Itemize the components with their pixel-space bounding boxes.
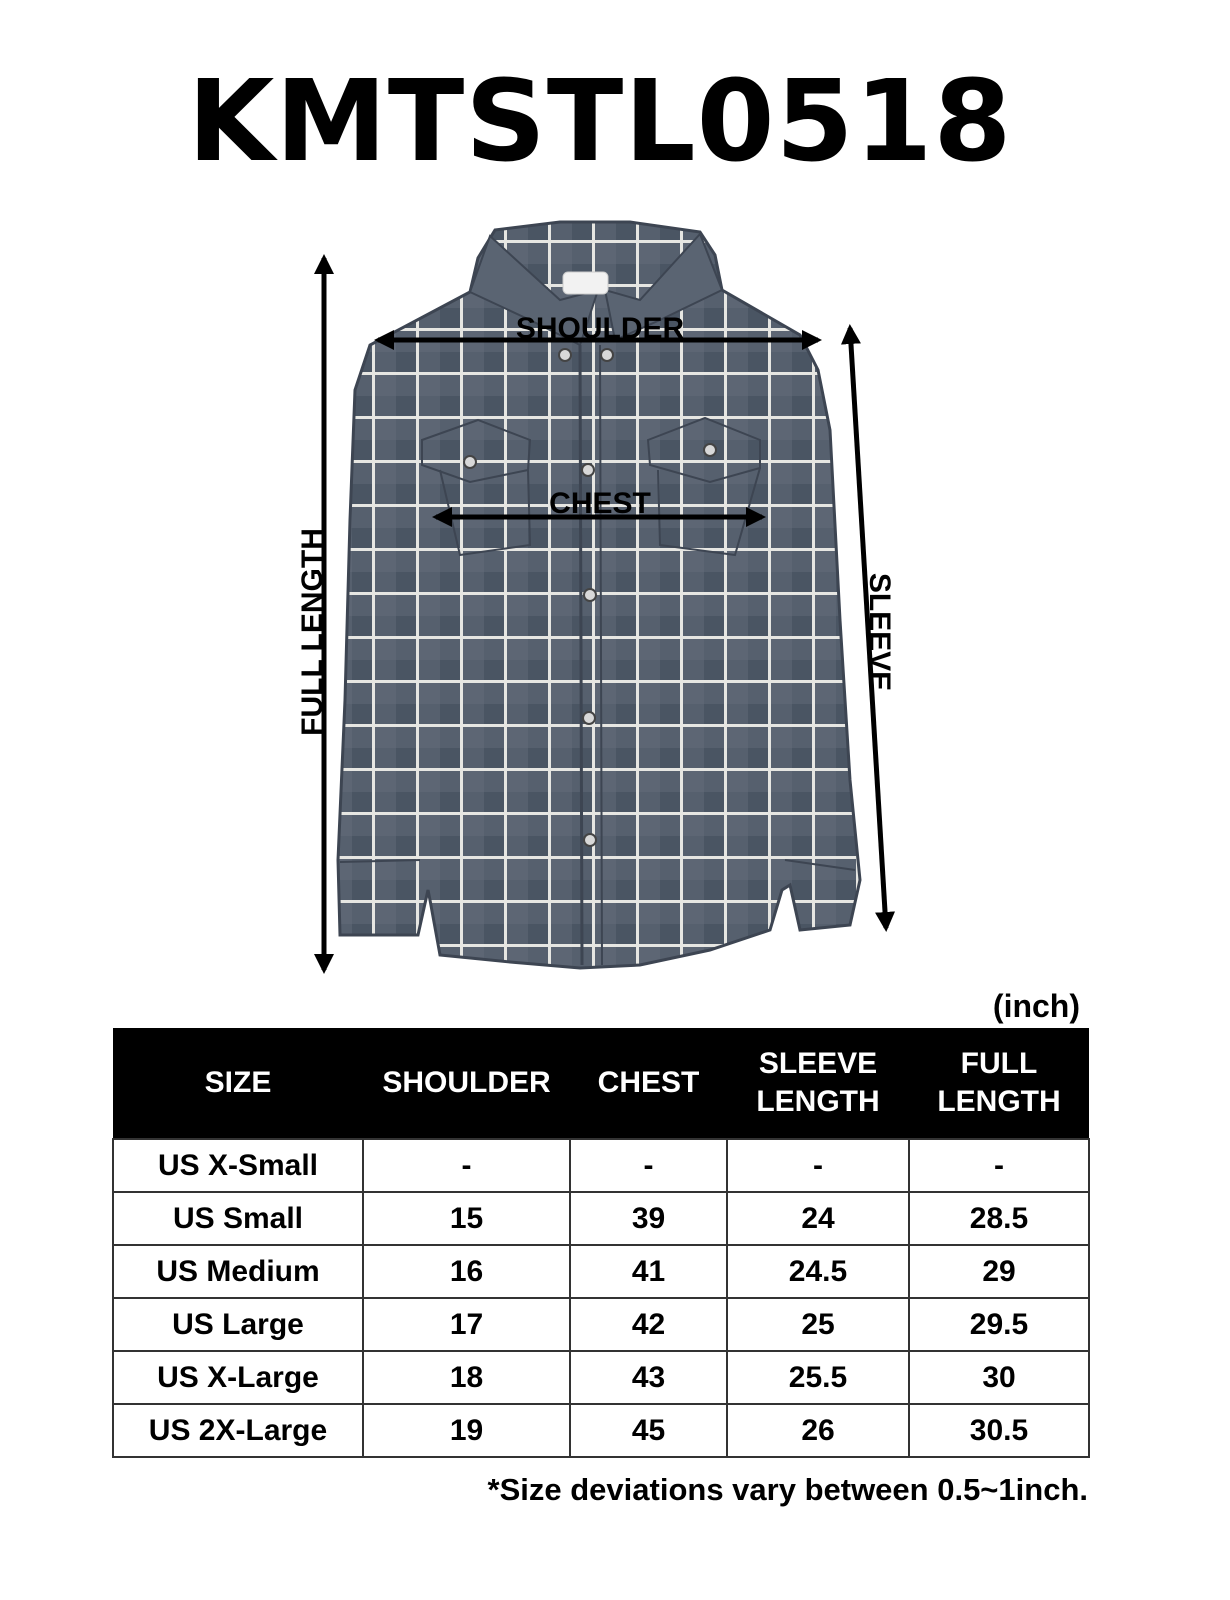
column-header [727,1028,909,1139]
measurement-cell: 29 [909,1245,1089,1298]
unit-label: (inch) [992,988,1080,1024]
full-length-label: FULL LENGTH [296,528,329,736]
size-deviation-note: *Size deviations vary between 0.5~1inch. [487,1472,1088,1507]
table-row [113,1351,1089,1404]
column-header-line: SLEEVE [758,1047,878,1080]
measurement-cell: 45 [570,1404,727,1457]
size-chart-table [112,1028,1090,1458]
measurement-cell: 26 [727,1404,909,1457]
column-header [570,1028,727,1139]
measurement-cell: 16 [363,1245,570,1298]
column-header-line: FULL [960,1047,1038,1080]
measurement-cell: 43 [570,1351,727,1404]
column-header [909,1028,1089,1139]
table-row [113,1298,1089,1351]
table-header-row [113,1028,1089,1139]
measurement-cell: 15 [363,1192,570,1245]
column-header [113,1028,363,1139]
size-cell: US Large [113,1298,363,1351]
product-code-title: KMTSTL0518 [187,57,1013,187]
table-row [113,1245,1089,1298]
measurement-cell: 42 [570,1298,727,1351]
size-cell: US Small [113,1192,363,1245]
measurement-cell: 19 [363,1404,570,1457]
measurement-cell: - [570,1139,727,1192]
column-header-line: LENGTH [756,1085,880,1118]
size-cell: US 2X-Large [113,1404,363,1457]
sleeve-label: SLEEVE [863,572,896,692]
measurement-cell: 17 [363,1298,570,1351]
measurement-cell: 39 [570,1192,727,1245]
measurement-cell: 41 [570,1245,727,1298]
shoulder-label: SHOULDER [515,312,685,345]
measurement-cell: - [363,1139,570,1192]
table-body [113,1139,1089,1457]
column-header-line: SIZE [204,1066,272,1099]
column-header-line: SHOULDER [382,1066,551,1099]
table-row [113,1404,1089,1457]
table-row [113,1139,1089,1192]
measurement-cell: 18 [363,1351,570,1404]
size-cell: US X-Small [113,1139,363,1192]
column-header [363,1028,570,1139]
size-cell: US X-Large [113,1351,363,1404]
measurement-cell: 28.5 [909,1192,1089,1245]
measurement-cell: 30 [909,1351,1089,1404]
measurement-cell: - [727,1139,909,1192]
chest-label: CHEST [549,487,651,520]
measurement-cell: 29.5 [909,1298,1089,1351]
size-cell: US Medium [113,1245,363,1298]
table-row [113,1192,1089,1245]
measurement-cell: 24 [727,1192,909,1245]
collar-label [563,272,608,294]
measurement-cell: 30.5 [909,1404,1089,1457]
measurement-cell: - [909,1139,1089,1192]
measurement-cell: 25 [727,1298,909,1351]
measurement-cell: 25.5 [727,1351,909,1404]
column-header-line: LENGTH [937,1085,1061,1118]
measurement-cell: 24.5 [727,1245,909,1298]
column-header-line: CHEST [597,1066,700,1099]
